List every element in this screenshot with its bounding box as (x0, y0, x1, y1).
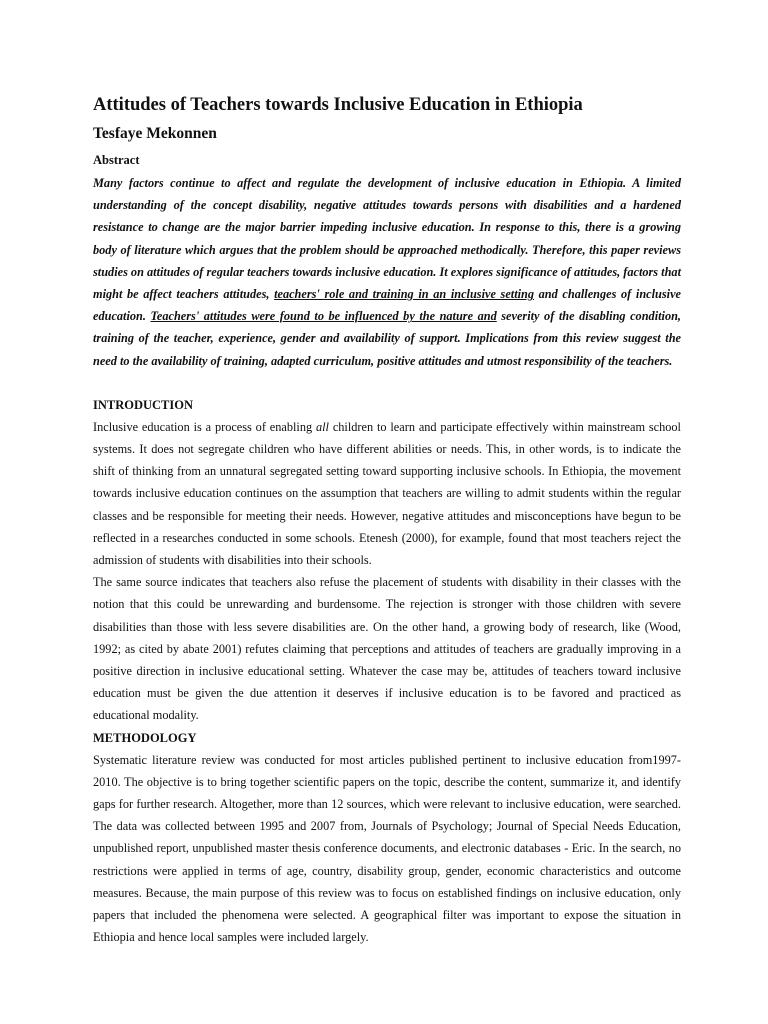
methodology-heading: METHODOLOGY (93, 730, 197, 745)
introduction-heading: INTRODUCTION (93, 397, 194, 412)
abstract-part-1: Many factors continue to affect and regulate the development of inclusive education in Ethiopia. A limited understanding of the concept disability, negative attitudes towards persons with disabilities and a hardened resistance to change are the major barrier impeding inclusive education. In response to this, there is a growing body of literature which argues that the problem should be approached methodically. Therefore, this paper reviews studies on attitudes of regular teachers towards inclusive education. It explores significance of attitudes, factors that might be affect teachers attitudes, (93, 176, 681, 302)
intro-p1-start: Inclusive education is a process of enabling (93, 419, 316, 434)
paper-content (93, 92, 681, 949)
abstract-emphasis-2: Teachers' attitudes were found to be influenced by the nature and (150, 309, 497, 324)
methodology-paragraph: Systematic literature review was conducted for most articles published pertinent to inclusive education from1997- 2010. The objective is to bring together scientific papers on the topic, describe the content, summarize it, and identify gaps for further research. Altogether, more than 12 sources, which were relevant to inclusive education, were searched. The data was collected between 1995 and 2007 from, Journals of Psychology; Journal of Special Needs Education, unpublished report, unpublished master thesis conference documents, and electronic databases - Eric. In the search, no restrictions were applied in terms of age, country, disability group, gender, economic characteristics and outcome measures. Because, the main purpose of this review was to focus on established findings on inclusive education, only papers that included the phenomena were selected. A geographical filter was important to expose the situation in Ethiopia and hence local samples were included largely. (93, 752, 681, 945)
introduction-paragraph-2: The same source indicates that teachers also refuse the placement of students with disability in their classes with the notion that this could be unrewarding and burdensome. The rejection is stronger with those children with severe disabilities than those with less severe disabilities are. On the other hand, a growing body of research, like (Wood, 1992; as cited by abate 2001) refutes claiming that perceptions and attitudes of teachers are gradually improving in a positive direction in inclusive educational setting. Whatever the case may be, attitudes of teachers toward inclusive education must be given the due attention it deserves if inclusive education is to be favored and practiced as educational modality. (93, 575, 681, 723)
abstract-emphasis-1: teachers' role and training in an inclusive setting (274, 287, 535, 302)
author-name: Tesfaye Mekonnen (93, 125, 217, 142)
paper-title: Attitudes of Teachers towards Inclusive Education in Ethiopia (93, 95, 583, 115)
abstract-part-2: and challenges of inclusive education. (93, 287, 681, 324)
abstract-heading: Abstract (93, 153, 140, 167)
abstract-text (93, 172, 681, 372)
intro-p1-rest: children to learn and participate effectively within mainstream school systems. It does not segregate children who have different abilities or needs. This, in other words, is to indicate the shift of thinking from an unnatural segregated setting toward supporting inclusive schools. In Ethiopia, the movement towards inclusive education continues on the assumption that teachers are willing to admit students within the regular classes and be responsible for meeting their needs. However, negative attitudes and misconceptions have begun to be reflected in a researches conducted in some schools. Etenesh (2000), for example, found that most teachers reject the admission of students with disabilities into their schools. (93, 419, 681, 568)
abstract-part-3: severity of the disabling condition, training of the teacher, experience, gender and availability of support. Implications from this review suggest the need to the availability of training, adapted curriculum, positive attitudes and utmost responsibility of the teachers. (93, 309, 681, 368)
intro-p1-emphasis: all (315, 419, 329, 434)
introduction-paragraph-1 (93, 416, 681, 571)
